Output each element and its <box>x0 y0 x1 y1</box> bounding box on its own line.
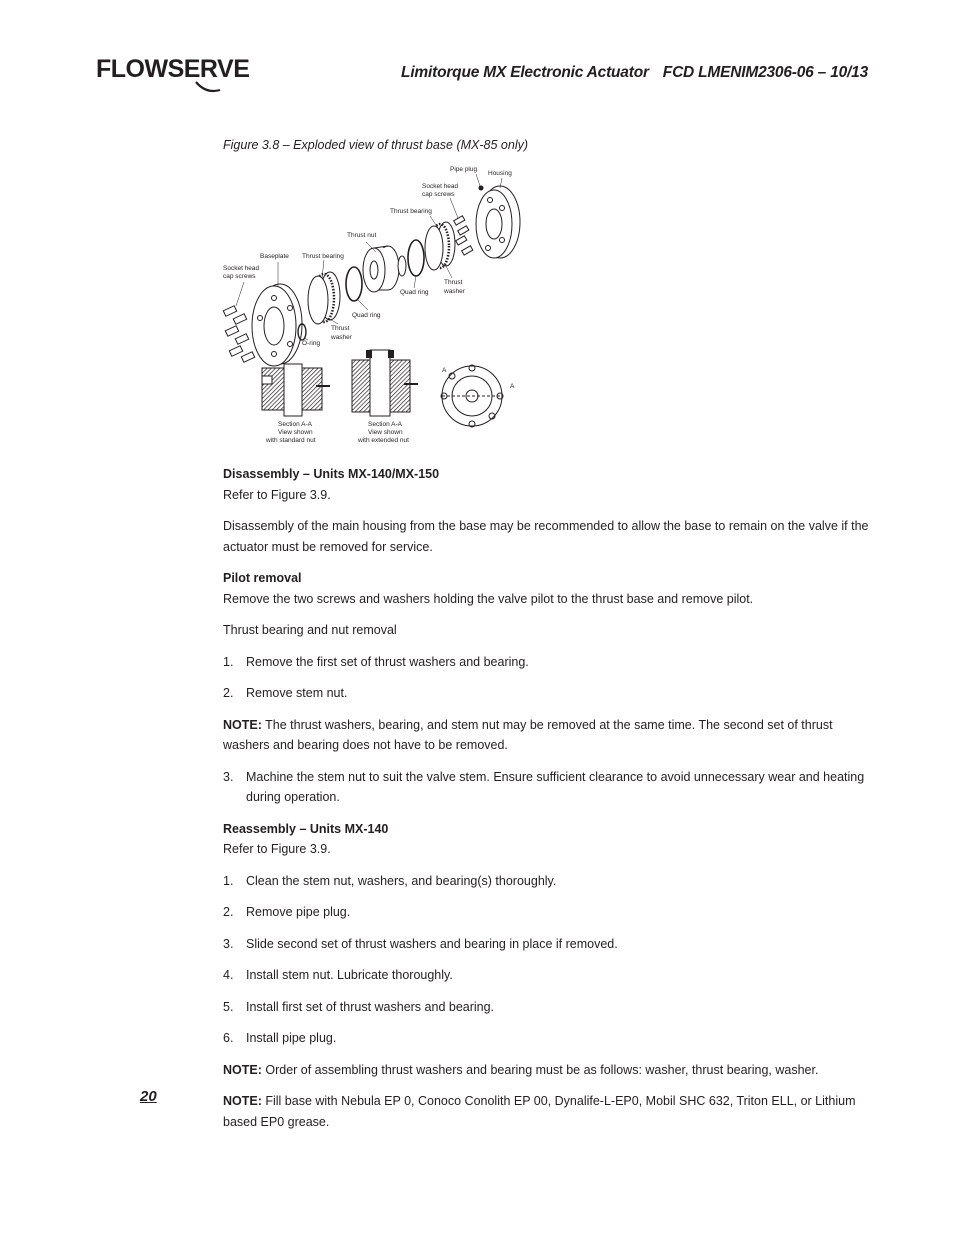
list-item-number: 3. <box>223 936 234 951</box>
refer-fig-1: Refer to Figure 3.9. <box>223 487 331 502</box>
list-item-text: Machine the stem nut to suit the valve stem. Ensure sufficient clearance to avoid unnecessary wear and heating during operation. <box>246 769 865 804</box>
note-label: NOTE: <box>223 717 262 732</box>
para-pilot-removal: Remove the two screws and washers holding the valve pilot to the thrust base and remove pilot. <box>223 591 754 606</box>
list-item-number: 6. <box>223 1031 234 1045</box>
label-socket-head-top-1: Socket head <box>422 183 459 190</box>
page-number: 20 <box>140 1088 157 1105</box>
list-item <box>223 652 871 673</box>
lower-thrust-bearing <box>308 272 340 324</box>
top-view-circle <box>441 365 503 427</box>
list-item-text: Remove stem nut. <box>246 686 348 700</box>
figure-caption: Figure 3.8 – Exploded view of thrust base (MX-85 only) <box>223 138 529 152</box>
label-socket-head-top-2: cap screws <box>422 191 455 198</box>
list-item-number: 2. <box>223 905 234 919</box>
doc-code: FCD LMENIM2306-06 – 10/13 <box>662 64 868 81</box>
mid-quad-ring <box>346 267 362 301</box>
list-item-number: 1. <box>223 654 234 669</box>
label-thrust-washer-mid-1: Thrust <box>331 325 350 332</box>
list-item <box>223 1028 871 1049</box>
list-item-number: 3. <box>223 769 234 784</box>
top-thrust-bearing <box>408 222 455 276</box>
body-content <box>223 464 871 1132</box>
list-item <box>223 997 871 1018</box>
label-thrust-bearing-left: Thrust bearing <box>302 253 344 260</box>
label-baseplate: Baseplate <box>260 253 289 260</box>
label-section-std-3: with standard nut <box>266 437 316 444</box>
note-text: Fill base with Nebula EP 0, Conoco Conolith EP 00, Dynalife-L-EP0, Mobil SHC 632, Triton ELL, or Lithium based EP0 grease. <box>223 1094 856 1129</box>
note-3 <box>223 1091 871 1132</box>
label-housing: Housing <box>488 170 512 177</box>
list-item-number: 2. <box>223 686 234 700</box>
label-thrust-washer-mid-2: washer <box>331 334 352 341</box>
list-item-text: Slide second set of thrust washers and bearing in place if removed. <box>246 936 618 951</box>
heading-reassembly: Reassembly – Units MX-140 <box>223 821 389 836</box>
list-item <box>223 965 871 986</box>
label-thrust-bearing-top: Thrust bearing <box>390 208 432 215</box>
logo-swoosh <box>96 54 236 98</box>
list-item <box>223 767 871 808</box>
list-item <box>223 871 871 892</box>
label-section-std-1: Section A-A <box>278 421 312 428</box>
housing-part <box>476 186 520 259</box>
list-item-text: Remove pipe plug. <box>246 905 351 919</box>
label-a-top: A <box>442 367 447 374</box>
heading-pilot-removal: Pilot removal <box>223 571 302 585</box>
para-disassembly: Disassembly of the main housing from the base may be recommended to allow the base to remain on the valve if the actuator must be removed for service. <box>223 519 869 554</box>
baseplate-part <box>252 284 302 366</box>
heading-disassembly: Disassembly – Units MX-140/MX-150 <box>223 467 440 481</box>
label-a-right: A <box>510 383 515 390</box>
note-1 <box>223 715 871 756</box>
doc-title: Limitorque MX Electronic Actuator <box>401 64 649 81</box>
label-section-ext-3: with extended nut <box>358 437 409 444</box>
list-item-text: Install first set of thrust washers and bearing. <box>246 999 495 1014</box>
thrust-nut-part <box>363 246 406 292</box>
list-item-text: Remove the first set of thrust washers and bearing. <box>246 654 529 669</box>
label-pipe-plug: Pipe plug <box>450 166 478 173</box>
note-2 <box>223 1060 871 1081</box>
label-o-ring: O-ring <box>302 340 321 347</box>
list-item <box>223 934 871 955</box>
list-item-text: Clean the stem nut, washers, and bearing(s) thoroughly. <box>246 873 557 888</box>
label-thrust-washer-right-1: Thrust <box>444 279 463 286</box>
list-item-number: 4. <box>223 968 234 982</box>
header-title <box>401 64 868 82</box>
label-quad-ring-mid: Quad ring <box>352 312 381 319</box>
note-text: Order of assembling thrust washers and bearing must be as follows: washer, thrust bearing, washer. <box>261 1062 819 1077</box>
list-item <box>223 683 871 704</box>
exploded-view-figure <box>218 158 538 450</box>
list-item-number: 1. <box>223 873 234 888</box>
section-standard-nut <box>262 364 330 416</box>
label-section-ext-1: Section A-A <box>368 421 402 428</box>
refer-fig-2: Refer to Figure 3.9. <box>223 842 331 856</box>
list-item-number: 5. <box>223 999 234 1014</box>
para-thrust-bearing-removal: Thrust bearing and nut removal <box>223 623 397 637</box>
logo-text: FLOWSERVE <box>96 55 250 83</box>
list-item-text: Install stem nut. Lubricate thoroughly. <box>246 968 453 982</box>
label-quad-ring-right: Quad ring <box>400 289 429 296</box>
note-label: NOTE: <box>223 1062 262 1077</box>
note-label: NOTE: <box>223 1094 262 1108</box>
label-section-ext-2: View shown <box>368 429 403 436</box>
list-item <box>223 902 871 923</box>
label-thrust-washer-right-2: washer <box>444 288 465 295</box>
list-item-text: Install pipe plug. <box>246 1031 337 1045</box>
top-cap-screws <box>454 216 473 255</box>
section-extended-nut <box>352 350 418 416</box>
label-section-std-2: View shown <box>278 429 313 436</box>
note-text: The thrust washers, bearing, and stem nut may be removed at the same time. The second set of thrust washers and bearing does not have to be removed. <box>223 717 833 752</box>
label-thrust-nut: Thrust nut <box>347 232 377 239</box>
flowserve-logo <box>96 54 250 98</box>
left-cap-screws <box>223 306 254 363</box>
label-socket-head-left-1: Socket head <box>223 265 260 272</box>
label-socket-head-left-2: cap screws <box>223 273 256 280</box>
